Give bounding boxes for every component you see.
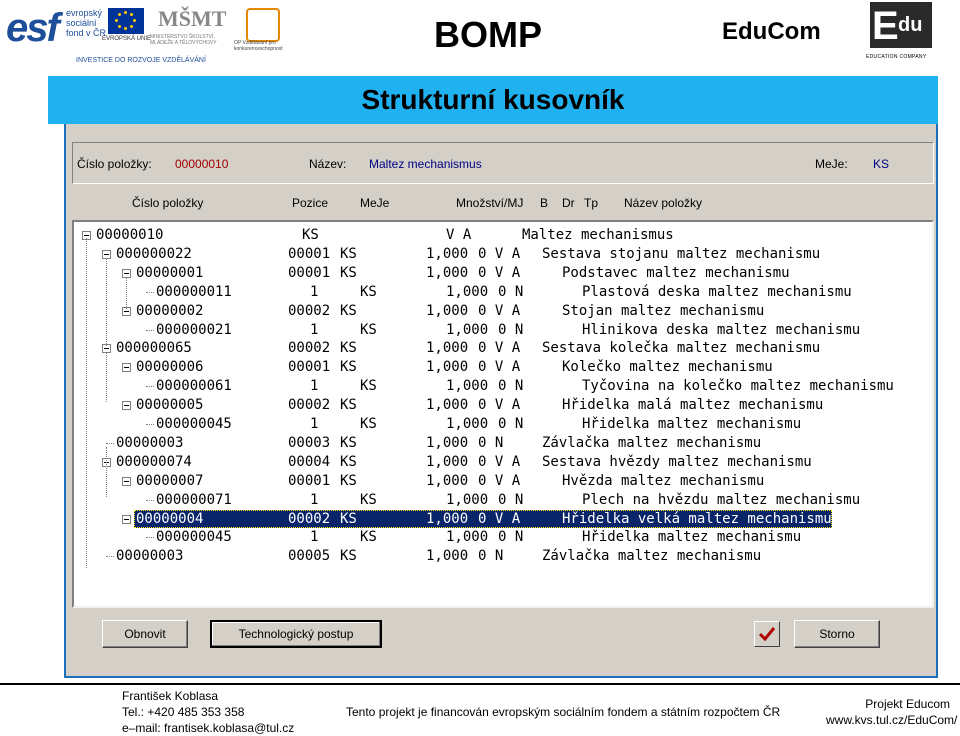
tree-code: 00000006: [136, 359, 204, 376]
tree-position: 1: [310, 283, 319, 300]
col-b: B: [540, 196, 549, 210]
tree-position: 00001: [288, 359, 331, 376]
tree-flags: 0 V A: [478, 472, 521, 489]
col-position: Pozice: [292, 196, 329, 210]
tree-flags: 0 V A: [478, 245, 521, 262]
tree-position: 00001: [288, 245, 331, 262]
tree-root[interactable]: 00000010 KS V A Maltez mechanismus: [74, 226, 932, 245]
tree-name: Závlačka maltez mechanismu: [542, 434, 762, 451]
tree-position: 1: [310, 416, 319, 432]
footer-project-name: Projekt Educom: [865, 697, 950, 711]
header-brand: EduCom: [722, 18, 821, 45]
col-name: Název položky: [624, 196, 703, 210]
tree-flags: 0 N: [498, 321, 524, 338]
tree-name: Tyčovina na kolečko maltez mechanismu: [582, 378, 894, 395]
invest-caption: INVESTICE DO ROZVOJE VZDĚLÁVÁNÍ: [76, 57, 206, 64]
tree-position: 00003: [288, 434, 331, 451]
tree-quantity: 1,000: [426, 302, 469, 319]
col-quantity: Množství/MJ: [456, 196, 524, 210]
tree-connector: [146, 330, 154, 331]
bom-window: [64, 124, 938, 678]
header-title: BOMP: [434, 14, 542, 55]
msmt-logo: MŠMT: [158, 6, 227, 31]
tree-row[interactable]: [74, 434, 932, 453]
tree-code: 000000021: [156, 321, 232, 338]
tree-quantity: 1,000: [446, 283, 489, 300]
footer-author: František Koblasa: [122, 689, 219, 703]
sponsor-logos: [6, 4, 296, 64]
tree-name: Plastová deska maltez mechanismu: [582, 283, 852, 300]
tree-position: 1: [310, 491, 319, 508]
collapse-icon[interactable]: [122, 401, 131, 410]
tree-code: 00000003: [116, 548, 184, 565]
bom-tree[interactable]: [72, 220, 934, 608]
tree-position: 1: [310, 321, 319, 338]
tree-position: 00005: [288, 548, 331, 565]
tree-code: 000000045: [156, 529, 232, 546]
tree-unit: KS: [360, 321, 377, 338]
tree-flags: 0 V A: [478, 453, 521, 470]
tree-row[interactable]: [74, 358, 932, 377]
tree-flags: 0 V A: [478, 340, 521, 357]
tree-unit: KS: [340, 548, 357, 565]
col-tp: Tp: [584, 196, 599, 210]
tree-unit: KS: [340, 453, 357, 470]
tree-code: 00000007: [136, 472, 204, 489]
collapse-icon[interactable]: [122, 515, 131, 524]
tree-name: Sestava kolečka maltez mechanismu: [542, 340, 821, 357]
eu-flag-icon: [108, 8, 144, 34]
tree-row[interactable]: [74, 453, 932, 472]
tree-row[interactable]: [74, 245, 932, 264]
tree-row[interactable]: [74, 415, 932, 434]
checkmark-icon: [758, 625, 776, 643]
tree-row[interactable]: [74, 472, 932, 491]
tree-position: 00002: [288, 302, 331, 319]
eu-caption: EVROPSKÁ UNIE: [102, 36, 152, 42]
tree-name: Hvězda maltez mechanismu: [562, 472, 765, 489]
tree-unit: KS: [360, 378, 377, 395]
tree-unit: KS: [340, 397, 357, 414]
tree-unit: KS: [340, 472, 357, 489]
tree-unit: KS: [360, 491, 377, 508]
tree-name: Hřidelka velká maltez mechanismu: [562, 510, 832, 527]
tree-row[interactable]: [74, 396, 932, 415]
tree-quantity: 1,000: [426, 245, 469, 262]
tree-guide-line: [106, 352, 107, 402]
tree-code: 00000003: [116, 434, 184, 451]
tree-guide-line: [86, 238, 87, 568]
tree-row[interactable]: [74, 491, 932, 510]
tree-unit: KS: [360, 529, 377, 546]
tree-connector: [146, 386, 154, 387]
col-dr: Dr: [562, 196, 575, 210]
tree-position: 00002: [288, 510, 331, 527]
tree-position: 00004: [288, 453, 331, 470]
col-unit: MeJe: [360, 196, 390, 210]
title-band: [48, 76, 938, 124]
tree-guide-line: [106, 447, 107, 497]
tree-row[interactable]: [74, 302, 932, 321]
tree-unit: KS: [340, 245, 357, 262]
tree-flags: 0 V A: [478, 397, 521, 414]
tree-quantity: 1,000: [446, 529, 489, 546]
tree-flags: 0 N: [478, 434, 504, 451]
tree-flags: 0 V A: [478, 510, 521, 527]
tree-unit: KS: [360, 283, 377, 300]
tree-flags: 0 V A: [478, 302, 521, 319]
op-caption: OP Vzdělávání pro konkurenceschopnost: [234, 40, 283, 52]
tree-quantity: 1,000: [426, 548, 469, 565]
col-item-no: Číslo položky: [132, 196, 204, 210]
tree-row[interactable]: [74, 339, 932, 358]
tree-name: Stojan maltez mechanismu: [562, 302, 765, 319]
tree-row[interactable]: [74, 321, 932, 340]
tree-code: 000000074: [116, 453, 192, 470]
technological-process-button[interactable]: Technologický postup: [210, 620, 382, 648]
item-no-value: 00000010: [175, 157, 229, 171]
educom-logo: E du EDUCATION COMPANY: [866, 2, 938, 62]
tree-name: Sestava stojanu maltez mechanismu: [542, 245, 821, 262]
tree-code: 000000071: [156, 491, 232, 508]
tree-connector: [106, 556, 114, 557]
tree-unit: KS: [340, 264, 357, 281]
tree-row[interactable]: [74, 377, 932, 396]
confirm-check-button[interactable]: [754, 621, 780, 647]
tree-position: 00002: [288, 397, 331, 414]
tree-flags: 0 N: [498, 416, 524, 432]
tree-guide-line: [106, 258, 107, 346]
tree-position: 1: [310, 378, 319, 395]
tree-quantity: 1,000: [446, 378, 489, 395]
tree-flags: 0 N: [478, 548, 504, 565]
tree-quantity: 1,000: [426, 434, 469, 451]
tree-connector: [146, 292, 154, 293]
tree-quantity: 1,000: [426, 510, 469, 527]
tree-flags: 0 N: [498, 529, 524, 546]
tree-row[interactable]: [74, 283, 932, 302]
footer-url[interactable]: www.kvs.tul.cz/EduCom/: [826, 713, 958, 727]
tree-unit: KS: [360, 416, 377, 432]
tree-flags: 0 N: [498, 378, 524, 395]
tree-unit: KS: [340, 510, 357, 527]
name-label: Název:: [309, 157, 347, 171]
tree-position: 00001: [288, 264, 331, 281]
tree-code: 00000005: [136, 397, 204, 414]
tree-code: 00000004: [136, 510, 204, 527]
collapse-icon[interactable]: [122, 363, 131, 372]
tree-quantity: 1,000: [426, 340, 469, 357]
tree-name: Podstavec maltez mechanismu: [562, 264, 790, 281]
tree-connector: [146, 537, 154, 538]
tree-name: Závlačka maltez mechanismu: [542, 548, 762, 565]
tree-unit: KS: [340, 340, 357, 357]
tree-connector: [146, 424, 154, 425]
footer-funding: Tento projekt je financován evropským sociálním fondem a státním rozpočtem ČR: [346, 705, 781, 719]
tree-code: 000000065: [116, 340, 192, 357]
tree-position: 00001: [288, 472, 331, 489]
refresh-button[interactable]: Obnovit: [102, 620, 188, 648]
tree-code: 000000045: [156, 416, 232, 432]
tree-quantity: 1,000: [446, 416, 489, 432]
tree-name: Hlinikova deska maltez mechanismu: [582, 321, 861, 338]
tree-position: 1: [310, 529, 319, 546]
esf-logo: esf: [6, 6, 58, 50]
cancel-button[interactable]: Storno: [794, 620, 880, 648]
tree-row[interactable]: [74, 510, 932, 529]
tree-quantity: 1,000: [426, 472, 469, 489]
collapse-icon[interactable]: [122, 269, 131, 278]
tree-code: 000000061: [156, 378, 232, 395]
tree-quantity: 1,000: [426, 359, 469, 376]
tree-connector: [106, 443, 114, 444]
name-value: Maltez mechanismus: [369, 157, 482, 171]
tree-name: Kolečko maltez mechanismu: [562, 359, 773, 376]
tree-position: 00002: [288, 340, 331, 357]
tree-connector: [146, 500, 154, 501]
unit-value: KS: [873, 157, 890, 171]
tree-quantity: 1,000: [446, 321, 489, 338]
tree-guide-line: [126, 278, 127, 309]
tree-flags: 0 V A: [478, 359, 521, 376]
tree-name: Hřidelka maltez mechanismu: [582, 416, 802, 432]
tree-flags: 0 N: [498, 491, 524, 508]
footer-phone: Tel.: +420 485 353 358: [122, 705, 245, 719]
footer-project: [826, 696, 958, 728]
tree-name: Hřidelka maltez mechanismu: [582, 529, 802, 546]
unit-label: MeJe:: [815, 157, 848, 171]
esf-caption: evropský sociální fond v ČR: [66, 8, 107, 38]
tree-quantity: 1,000: [446, 491, 489, 508]
tree-name: Hřidelka malá maltez mechanismu: [562, 397, 824, 414]
msmt-caption: MINISTERSTVO ŠKOLSTVÍ, MLÁDEŽE A TĚLOVÝCHOVY: [150, 34, 217, 46]
op-logo-icon: [246, 8, 280, 42]
tree-flags: 0 N: [498, 283, 524, 300]
footer-email[interactable]: e–mail: frantisek.koblasa@tul.cz: [122, 721, 295, 735]
collapse-icon[interactable]: [122, 477, 131, 486]
tree-code: 000000022: [116, 245, 192, 262]
slide-title: Strukturní kusovník: [361, 84, 625, 115]
tree-code: 000000011: [156, 283, 232, 300]
tree-quantity: 1,000: [426, 453, 469, 470]
tree-row[interactable]: [74, 547, 932, 566]
tree-row[interactable]: [74, 528, 932, 547]
footer-contact: [122, 688, 294, 736]
tree-code: 00000001: [136, 264, 204, 281]
tree-name: Plech na hvězdu maltez mechanismu: [582, 491, 861, 508]
item-info-frame: [72, 142, 934, 184]
tree-unit: KS: [340, 359, 357, 376]
tree-row[interactable]: [74, 264, 932, 283]
tree-flags: 0 V A: [478, 264, 521, 281]
footer-divider: [0, 683, 960, 685]
tree-unit: KS: [340, 434, 357, 451]
tree-name: Sestava hvězdy maltez mechanismu: [542, 453, 812, 470]
tree-quantity: 1,000: [426, 397, 469, 414]
tree-unit: KS: [340, 302, 357, 319]
item-no-label: Číslo položky:: [77, 157, 152, 171]
tree-quantity: 1,000: [426, 264, 469, 281]
tree-code: 00000002: [136, 302, 204, 319]
